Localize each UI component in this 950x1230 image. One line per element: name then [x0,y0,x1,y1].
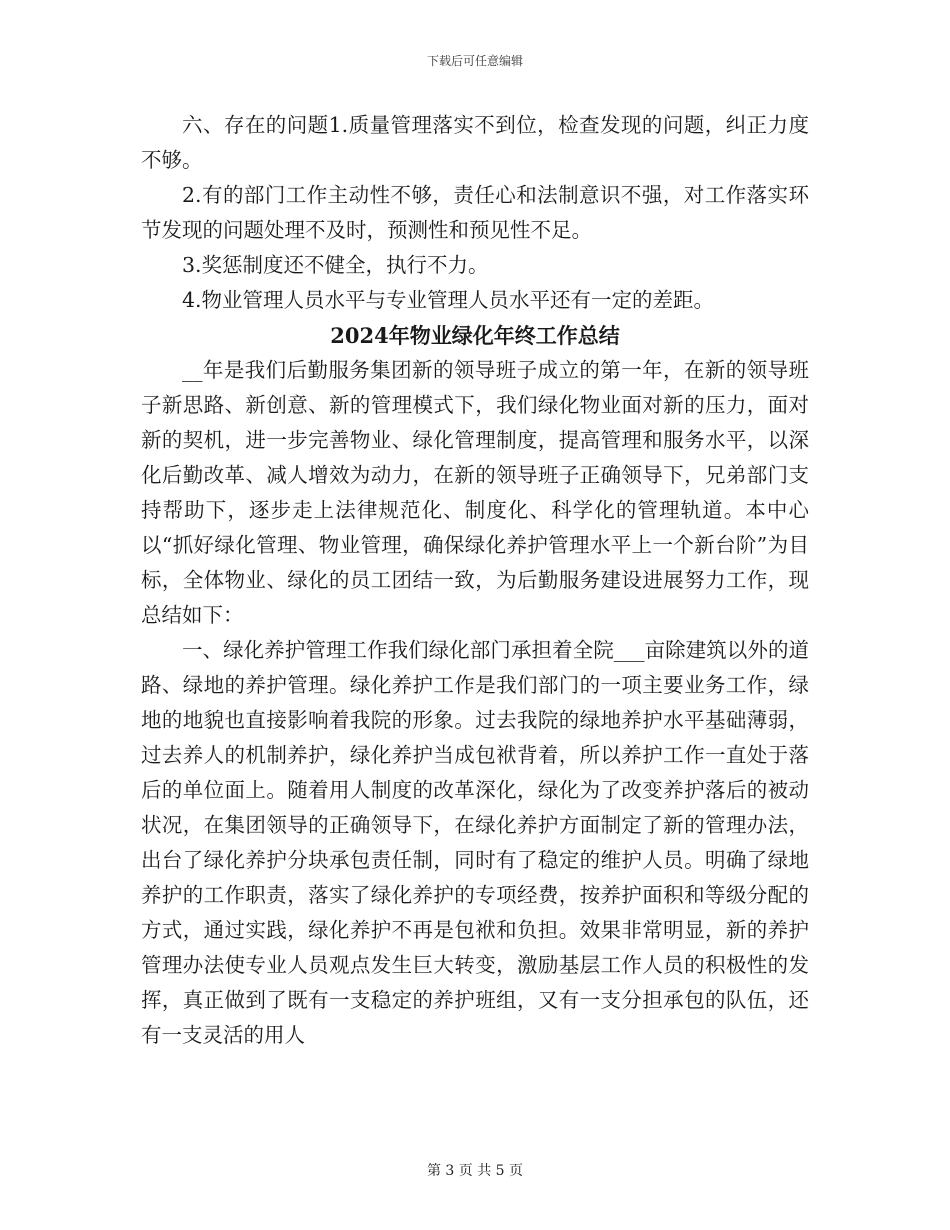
section-title: 2024年物业绿化年终工作总结 [330,323,620,348]
problem-paragraph-2: 2.有的部门工作主动性不够，责任心和法制意识不强，对工作落实环节发现的问题处理不及时，预测性和预见性不足。 [141,183,809,242]
intro-paragraph: __年是我们后勤服务集团新的领导班子成立的第一年，在新的领导班子新思路、新创意、新的管理模式下，我们绿化物业面对新的压力，面对新的契机，进一步完善物业、绿化管理制度，提高管理和服务水平，以深化后勤改革、减人增效为动力，在新的领导班子正确领导下，兄弟部门支持帮助下，逐步走上法律规范化、制度化、科学化的管理轨道。本中心以“抓好绿化管理、物业管理，确保绿化养护管理水平上一个新台阶”为目标，全体物业、绿化的员工团结一致，为后勤服务建设进展努力工作，现总结如下： [141,358,809,627]
problem-paragraph-3: 3.奖惩制度还不健全，执行不力。 [182,253,489,277]
problem-paragraph-4: 4.物业管理人员水平与专业管理人员水平还有一定的差距。 [182,288,715,312]
document-body [141,108,809,1053]
problem-paragraph-1: 六、存在的问题1.质量管理落实不到位，检查发现的问题，纠正力度不够。 [141,113,809,172]
page-header: 下载后可任意编辑 [426,54,523,68]
page-footer: 第 3 页 共 5 页 [426,1163,524,1179]
greening-maintenance-paragraph: 一、绿化养护管理工作我们绿化部门承担着全院___亩除建筑以外的道路、绿地的养护管理。绿化养护工作是我们部门的一项主要业务工作，绿地的地貌也直接影响着我院的形象。过去我院的绿地养护水平基础薄弱，过去养人的机制养护，绿化养护当成包袱背着，所以养护工作一直处于落后的单位面上。随着用人制度的改革深化，绿化为了改变养护落后的被动状况，在集团领导的正确领导下，在绿化养护方面制定了新的管理办法，出台了绿化养护分块承包责任制，同时有了稳定的维护人员。明确了绿地养护的工作职责，落实了绿化养护的专项经费，按养护面积和等级分配的方式，通过实践，绿化养护不再是包袱和负担。效果非常明显，新的养护管理办法使专业人员观点发生巨大转变，激励基层工作人员的积极性的发挥，真正做到了既有一支稳定的养护班组，又有一支分担承包的队伍，还有一支灵活的用人 [141,638,809,1047]
